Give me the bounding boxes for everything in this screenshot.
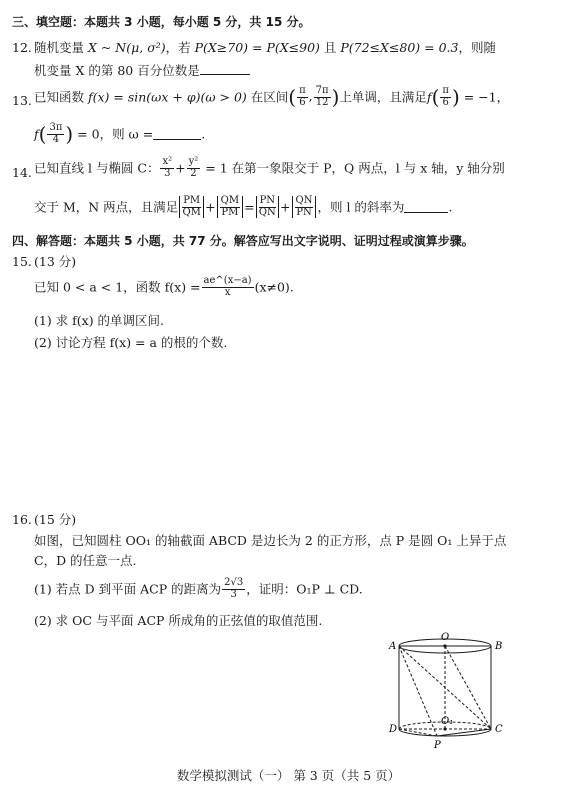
fraction (202, 276, 254, 298)
paren: ) (331, 85, 340, 109)
question-text-line (34, 63, 250, 78)
numerator: PN (259, 195, 276, 206)
text: 已知直线 l 与椭圆 C： (34, 160, 160, 176)
fraction (297, 86, 308, 108)
answer-blank[interactable] (404, 201, 448, 213)
label-D: D (389, 724, 398, 735)
numerator: 2√3 (224, 577, 244, 588)
numerator: QN (295, 195, 313, 206)
fraction (314, 86, 331, 108)
text: ，则随 (458, 40, 496, 55)
text: ，若 (165, 40, 195, 55)
question-text-line: 交于 M，N 两点，且满足 $\frac{PM}{QM}$ + $\frac{QM}{PM}$ = $\frac{PN}{QN}$ + $\frac{QN}{PN}$ ，则 l 的斜率为 . (34, 195, 453, 218)
math: f(x) = sin(ωx + φ)(ω > 0) (87, 89, 247, 105)
question-text-line: f( $\frac{3\pi}{4}$ ) = 0，则 ω = . (34, 122, 206, 146)
numerator: π (299, 85, 306, 96)
question-number: 12. (12, 40, 32, 55)
plus-sign: + (280, 199, 291, 215)
abs-fraction (217, 196, 243, 218)
fraction (160, 157, 174, 179)
question-score: (15 分) (34, 512, 77, 527)
denominator: 2 (190, 167, 197, 179)
denominator: QN (258, 206, 276, 218)
page-footer: 数学模拟测试（一） 第 3 页（共 5 页） (176, 768, 401, 783)
math: P(72≤X≤80) = 0.3 (340, 40, 459, 55)
text: 已知 0 < a < 1，函数 f(x) = (34, 279, 201, 295)
denominator: 3 (164, 167, 171, 179)
cylinder-figure (385, 628, 515, 753)
label-P: P (434, 740, 441, 751)
text: 机变量 X 的第 80 百分位数是 (34, 63, 200, 78)
numerator: y² (188, 156, 199, 167)
text: (x≠0). (254, 279, 294, 295)
sub-question: (2) 求 OC 与平面 ACP 所成角的正弦值的取值范围. (34, 613, 323, 628)
text: ，则 l 的斜率为 (317, 199, 405, 215)
question-number: 14. (12, 165, 32, 180)
denominator: 4 (52, 133, 60, 145)
text: = −1， (459, 89, 510, 105)
denominator: QM (182, 206, 201, 218)
numerator: ae^(x−a) (203, 275, 252, 286)
question-text-line (34, 276, 294, 298)
paren: ( (431, 85, 440, 109)
numerator: 3π (49, 122, 63, 133)
text: (1) 若点 D 到平面 ACP 的距离为 (34, 581, 222, 597)
denominator: 12 (315, 96, 329, 108)
section-heading-solve: 四、解答题：本题共 5 小题，共 77 分。解答应写出文字说明、证明过程或演算步骤。 (12, 234, 474, 248)
point-O (443, 644, 446, 647)
question-text-line: 如图，已知圆柱 OO₁ 的轴截面 ABCD 是边长为 2 的正方形，点 P 是圆 O₁ 上异于点 (34, 533, 507, 548)
paren: ( (38, 122, 47, 146)
text: = 1 在第一象限交于 P，Q 两点，l 与 x 轴，y 轴分别 (201, 160, 505, 176)
numerator: QM (220, 195, 240, 206)
text: 随机变量 (34, 40, 88, 55)
numerator: π (442, 85, 449, 96)
text: 交于 M，N 两点，且满足 (34, 199, 179, 215)
segment-AP (399, 646, 437, 736)
numerator: PM (183, 195, 201, 206)
equals-sign: = (244, 199, 255, 215)
question-text-line: 已知函数 f(x) = sin(ωx + φ)(ω > 0) 在区间( $\frac{\pi}{6}$ , $\frac{7\pi}{12}$ )上单调，且满足f( $\frac{\pi}{6}$ ) = −1， (34, 85, 510, 109)
denominator: 6 (299, 96, 306, 108)
text: ，证明：O₁P ⊥ CD. (246, 581, 363, 597)
label-C: C (495, 724, 503, 735)
text: 在区间 (246, 89, 289, 105)
answer-blank[interactable] (153, 128, 201, 140)
math: X ~ N(μ, σ²) (87, 40, 166, 55)
sub-question (34, 578, 363, 600)
paren: ( (288, 85, 297, 109)
question-text-line (34, 40, 496, 55)
fraction (440, 86, 451, 108)
answer-blank[interactable] (200, 63, 250, 75)
math: f (34, 126, 39, 142)
label-O1: O₁ (441, 716, 454, 727)
plus-sign: + (205, 199, 216, 215)
abs-fraction (292, 196, 317, 218)
section-heading-fill-in: 三、填空题：本题共 3 小题，每小题 5 分，共 15 分。 (12, 15, 311, 29)
fraction (222, 578, 245, 600)
label-A: A (389, 641, 397, 652)
point-O1 (443, 727, 446, 730)
sub-question: (2) 讨论方程 f(x) = a 的根的个数. (34, 335, 228, 350)
text: = 0，则 ω = (73, 126, 154, 142)
fraction (47, 123, 64, 145)
label-B: B (495, 641, 503, 652)
denominator: 6 (442, 96, 449, 108)
question-number: 13. (12, 93, 32, 108)
numerator: x² (162, 156, 173, 167)
denominator: x (224, 286, 231, 298)
question-text-line (34, 157, 505, 179)
denominator: 3 (230, 588, 237, 600)
paren: ) (451, 85, 460, 109)
sub-question: (1) 求 f(x) 的单调区间. (34, 313, 165, 328)
denominator: PM (221, 206, 239, 218)
fraction (187, 157, 201, 179)
math: P(X≥70) = P(X≤90) (194, 40, 320, 55)
plus-sign: + (175, 160, 186, 176)
question-number: 16. (12, 512, 32, 527)
math: f (426, 89, 432, 105)
question-score: (13 分) (34, 254, 77, 269)
question-text-line: C，D 的任意一点. (34, 553, 137, 568)
denominator: PN (296, 206, 312, 218)
text: 已知函数 (34, 89, 88, 105)
text: 上单调，且满足 (339, 89, 427, 105)
label-O: O (441, 632, 450, 643)
abs-fraction (256, 196, 279, 218)
paren: ) (65, 122, 74, 146)
numerator: 7π (315, 85, 329, 96)
text: 且 (319, 40, 341, 55)
abs-fraction (179, 196, 204, 218)
question-number: 15. (12, 254, 32, 269)
